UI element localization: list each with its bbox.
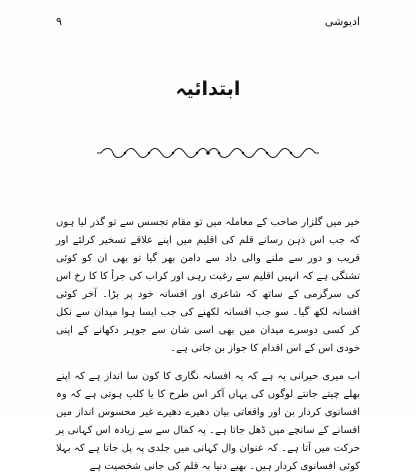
page-number: ۹ bbox=[56, 15, 62, 28]
running-title: ادیوشی bbox=[324, 15, 360, 28]
decorative-divider bbox=[95, 146, 321, 160]
paragraph-1: خیر میں گلزار صاحب کے معاملہ میں تو مقام تجسس سے تو گذر لیا ہوں کہ جب اس ذہن رسانے قلم کی اقلیم میں اپنے علاقے تسخیر کرلئے اور قریب و دور سے ملنے والی داد سے دامن بھر گیا تو بھی ان کو کوئی تشنگی ہے کہ انہیں اقلیم سے رغبت رہی اور کراب کی جرأ کا کا رخ اس کی سرگرمی کے ساتھ کہ شاعری اور افسانہ خود پر بڑا۔ آخر کوئی افسانہ لکھ گیا۔ سو جب افسانہ لکھنے کی جب ایسا ہوا میدان سے نکل کر کسی دوسرے میدان میں بھی اسی شان سے جوہر دکھانے کے اپنی خودی اس کے اس اقدام کا جواز بن جاتی ہے۔ bbox=[56, 217, 360, 354]
body-text bbox=[56, 214, 360, 476]
paragraph-2: اب میری حیرانی یہ ہے کہ یہ افسانہ نگاری کا کون سا انداز ہے کہ اپنے بھلے چیتے جانتے لوگوں کی یہاں آکر اس طرح کا یا کلپ ہوتی ہے کہ وہ افسانوی کردار بن اور واقعاتی بیان دھیرے دھیرے غیر محسوس انداز میں افسانے کے سانچے میں ڈھل جاتا ہے۔ پہ کمال سے سے زیادہ اس کہانی پر حرکت میں آتا ہے۔ کہ عنوان وال کہانی میں جلدی پہ پل جاتا ہے کہ بہلا کوئی افسانوی کردار ہیں۔ بھیے دنیا بہ قلم کی جانی شخصیت ہے bbox=[56, 371, 360, 472]
chapter-title: ابتدائیہ bbox=[175, 78, 241, 100]
running-head bbox=[56, 12, 360, 32]
